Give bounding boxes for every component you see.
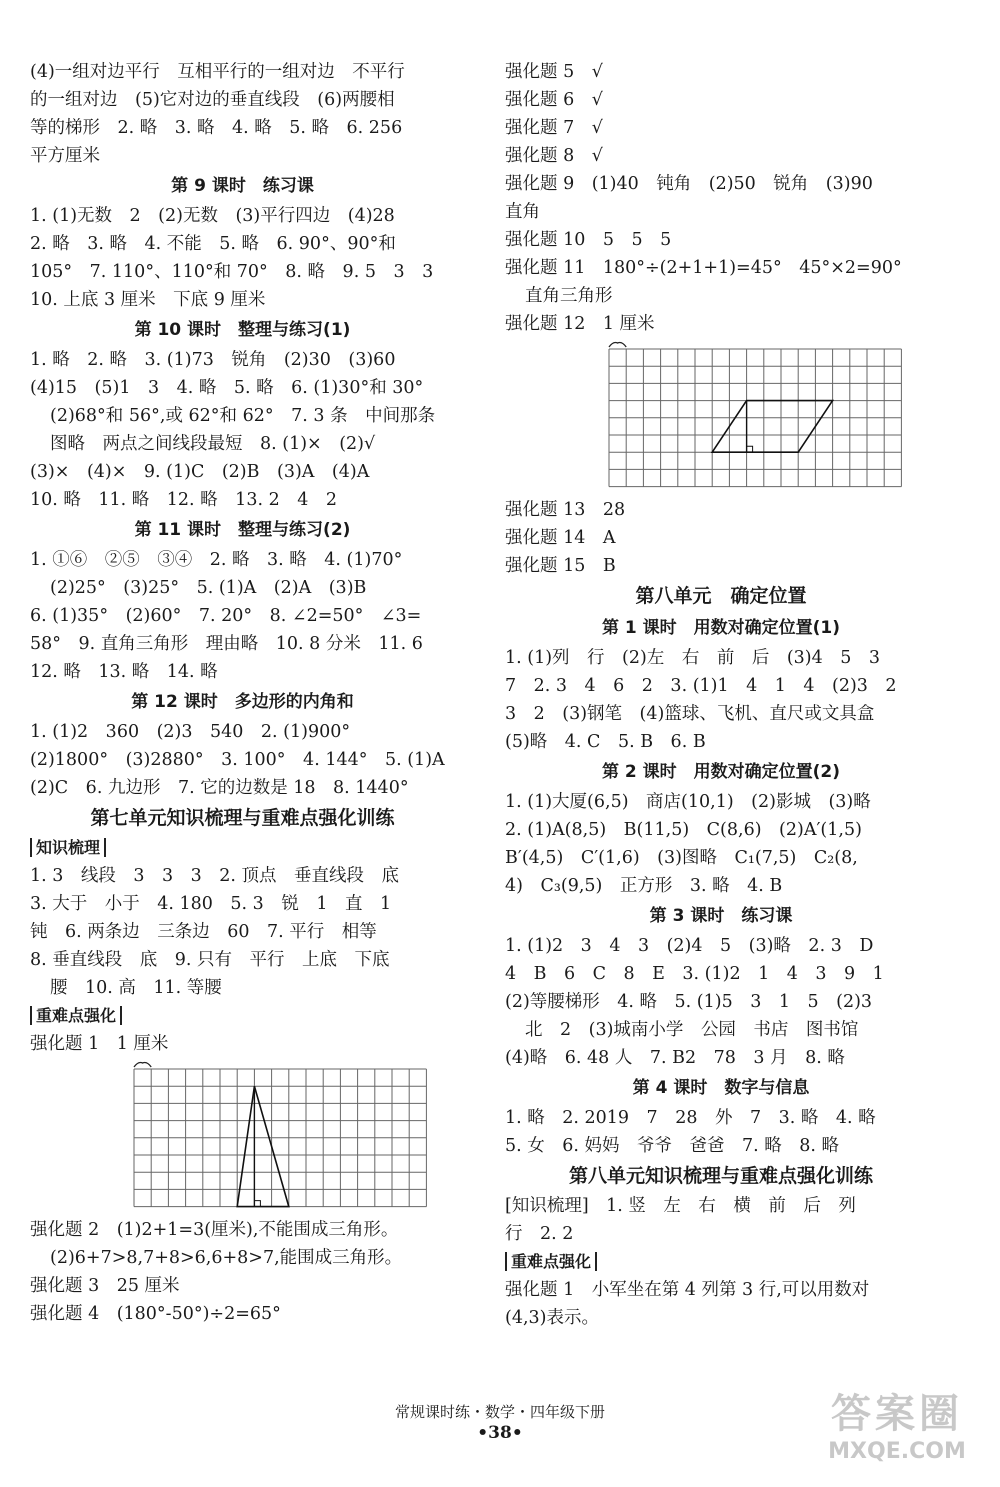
answer-line: 强化题 8 √ (505, 146, 603, 166)
subsection-label (30, 834, 455, 862)
answer-line: 北 2 (3)城南小学 公园 书店 图书馆 (525, 1020, 859, 1040)
answer-line: 强化题 6 √ (505, 90, 603, 110)
triangle-grid-figure (30, 1060, 455, 1210)
subsection-label-text: 重难点强化 (30, 1006, 122, 1025)
section-heading: 第七单元知识梳理与重难点强化训练 (90, 807, 395, 829)
answer-line: 10. 上底 3 厘米 下底 9 厘米 (30, 290, 266, 310)
unit-brace (609, 343, 626, 348)
triangle-shape (237, 1086, 289, 1206)
answer-line: 1. 3 线段 3 3 3 2. 顶点 垂直线段 底 (30, 866, 400, 886)
answer-line: (4,3)表示。 (505, 1308, 599, 1328)
answer-line: 1. 略 2. 略 3. (1)73 锐角 (2)30 (3)60 (30, 350, 396, 370)
section-heading: 第 3 课时 练习课 (649, 906, 793, 926)
answer-line: 行 2. 2 (505, 1224, 574, 1244)
answer-line: [知识梳理] 1. 竖 左 右 横 前 后 列 (505, 1196, 856, 1216)
answer-line: 3 2 (3)钢笔 (4)篮球、飞机、直尺或文具盒 (505, 704, 875, 724)
right-column (505, 58, 937, 1332)
answer-line: 强化题 10 5 5 5 (505, 230, 672, 250)
answer-line: 强化题 9 (1)40 钝角 (2)50 锐角 (3)90 (505, 174, 873, 194)
right-angle-mark (254, 1201, 260, 1207)
answer-line: B′(4,5) C′(1,6) (3)图略 C₁(7,5) C₂(8, (505, 848, 858, 868)
answer-line: 3. 大于 小于 4. 180 5. 3 锐 1 直 1 (30, 894, 392, 914)
answer-line: 强化题 1 小军坐在第 4 列第 3 行,可以用数对 (505, 1280, 870, 1300)
answer-line: 图略 两点之间线段最短 8. (1)× (2)√ (50, 434, 376, 454)
answer-line: 1. (1)2 360 (2)3 540 2. (1)900° (30, 722, 351, 742)
answer-line: 12. 略 13. 略 14. 略 (30, 662, 218, 682)
parallelogram-shape (712, 401, 832, 453)
answer-line: 强化题 11 180°÷(2+1+1)=45° 45°×2=90° (505, 258, 902, 278)
answer-line: 强化题 1 1 厘米 (30, 1034, 169, 1054)
section-heading: 第 4 课时 数字与信息 (632, 1078, 810, 1098)
parallelogram-grid-figure (505, 340, 937, 490)
watermark-url: MXQE.COM (828, 1439, 966, 1464)
answer-line: (4)略 6. 48 人 7. B2 78 3 月 8. 略 (505, 1048, 845, 1068)
answer-line: (3)× (4)× 9. (1)C (2)B (3)A (4)A (30, 462, 370, 482)
subsection-label (30, 1002, 455, 1030)
answer-line: 105° 7. 110°、110°和 70° 8. 略 9. 5 3 3 (30, 262, 434, 282)
section-heading: 第 9 课时 练习课 (171, 176, 314, 196)
answer-line: 强化题 15 B (505, 556, 616, 576)
answer-line: 2. (1)A(8,5) B(11,5) C(8,6) (2)A′(1,5) (505, 820, 862, 840)
answer-line: (2)1800° (3)2880° 3. 100° 4. 144° 5. (1)A (30, 750, 445, 770)
answer-line: 4 B 6 C 8 E 3. (1)2 1 4 3 9 1 (505, 964, 884, 984)
answer-line: 强化题 12 1 厘米 (505, 314, 655, 334)
answer-line: 1. (1)列 行 (2)左 右 前 后 (3)4 5 3 (505, 648, 881, 668)
answer-line: 强化题 3 25 厘米 (30, 1276, 180, 1296)
answer-line: (2)68°和 56°,或 62°和 62° 7. 3 条 中间那条 (50, 406, 436, 426)
answer-line: 6. (1)35° (2)60° 7. 20° 8. ∠2=50° ∠3= (30, 606, 422, 626)
answer-line: 强化题 7 √ (505, 118, 603, 138)
section-heading: 第八单元 确定位置 (635, 585, 807, 607)
section-heading: 第 11 课时 整理与练习(2) (134, 520, 351, 540)
answer-line: 1. (1)大厦(6,5) 商店(10,1) (2)影城 (3)略 (505, 792, 871, 812)
answer-line: (4)一组对边平行 互相平行的一组对边 不平行 (30, 62, 405, 82)
answer-line: 强化题 5 √ (505, 62, 603, 82)
watermark-logo (808, 1389, 986, 1479)
answer-line: (4)15 (5)1 3 4. 略 5. 略 6. (1)30°和 30° (30, 378, 424, 398)
section-heading: 第 2 课时 用数对确定位置(2) (601, 762, 841, 782)
answer-line: 5. 女 6. 妈妈 爷爷 爸爸 7. 略 8. 略 (505, 1136, 840, 1156)
section-heading: 第八单元知识梳理与重难点强化训练 (568, 1165, 873, 1187)
section-heading: 第 10 课时 整理与练习(1) (134, 320, 351, 340)
unit-brace (134, 1063, 151, 1068)
section-heading: 第 12 课时 多边形的内角和 (131, 692, 354, 712)
answer-line: 8. 垂直线段 底 9. 只有 平行 上底 下底 (30, 950, 390, 970)
answer-line: 的一组对边 (5)它对边的垂直线段 (6)两腰相 (30, 90, 395, 110)
answer-line: 58° 9. 直角三角形 理由略 10. 8 分米 11. 6 (30, 634, 423, 654)
section-heading: 第 1 课时 用数对确定位置(1) (601, 618, 841, 638)
answer-line: 7 2. 3 4 6 2 3. (1)1 4 1 4 (2)3 2 (505, 676, 897, 696)
answer-line: 1. (1)无数 2 (2)无数 (3)平行四边 (4)28 (30, 206, 395, 226)
answer-line: 1. 略 2. 2019 7 28 外 7 3. 略 4. 略 (505, 1108, 876, 1128)
answer-line: 1. ①⑥ ②⑤ ③④ 2. 略 3. 略 4. (1)70° (30, 550, 403, 570)
book-title: 常规课时练・数学・四年级下册 (394, 1403, 605, 1421)
subsection-label-text: 知识梳理 (30, 838, 106, 857)
answer-line: 腰 10. 高 11. 等腰 (50, 978, 222, 998)
answer-line: 4) C₃(9,5) 正方形 3. 略 4. B (505, 876, 783, 896)
right-angle-mark (747, 446, 753, 452)
left-column (30, 58, 455, 1328)
subsection-label-text: 重难点强化 (505, 1252, 597, 1271)
answer-line: 强化题 2 (1)2+1=3(厘米),不能围成三角形。 (30, 1220, 399, 1240)
answer-line: 强化题 4 (180°-50°)÷2=65° (30, 1304, 281, 1324)
answer-line: 强化题 13 28 (505, 500, 626, 520)
answer-line: (2)等腰梯形 4. 略 5. (1)5 3 1 5 (2)3 (505, 992, 873, 1012)
answer-line: 等的梯形 2. 略 3. 略 4. 略 5. 略 6. 256 (30, 118, 403, 138)
answer-line: (2)25° (3)25° 5. (1)A (2)A (3)B (50, 578, 367, 598)
grid-svg (132, 1060, 428, 1210)
answer-line: 2. 略 3. 略 4. 不能 5. 略 6. 90°、90°和 (30, 234, 396, 254)
answer-line: 平方厘米 (30, 146, 100, 166)
subsection-label (505, 1248, 937, 1276)
answer-line: 直角三角形 (525, 286, 613, 306)
answer-line: 直角 (505, 202, 540, 222)
answer-line: 10. 略 11. 略 12. 略 13. 2 4 2 (30, 490, 337, 510)
answer-line: (5)略 4. C 5. B 6. B (505, 732, 706, 752)
answer-line: 钝 6. 两条边 三条边 60 7. 平行 相等 (30, 922, 377, 942)
answer-line: 强化题 14 A (505, 528, 616, 548)
answer-line: (2)C 6. 九边形 7. 它的边数是 18 8. 1440° (30, 778, 409, 798)
grid-svg (607, 340, 903, 490)
watermark-text: 答案圈 (831, 1391, 963, 1437)
answer-line: 1. (1)2 3 4 3 (2)4 5 (3)略 2. 3 D (505, 936, 874, 956)
answer-line: (2)6+7>8,7+8>6,6+8>7,能围成三角形。 (50, 1248, 403, 1268)
page-number: •38• (477, 1423, 523, 1443)
